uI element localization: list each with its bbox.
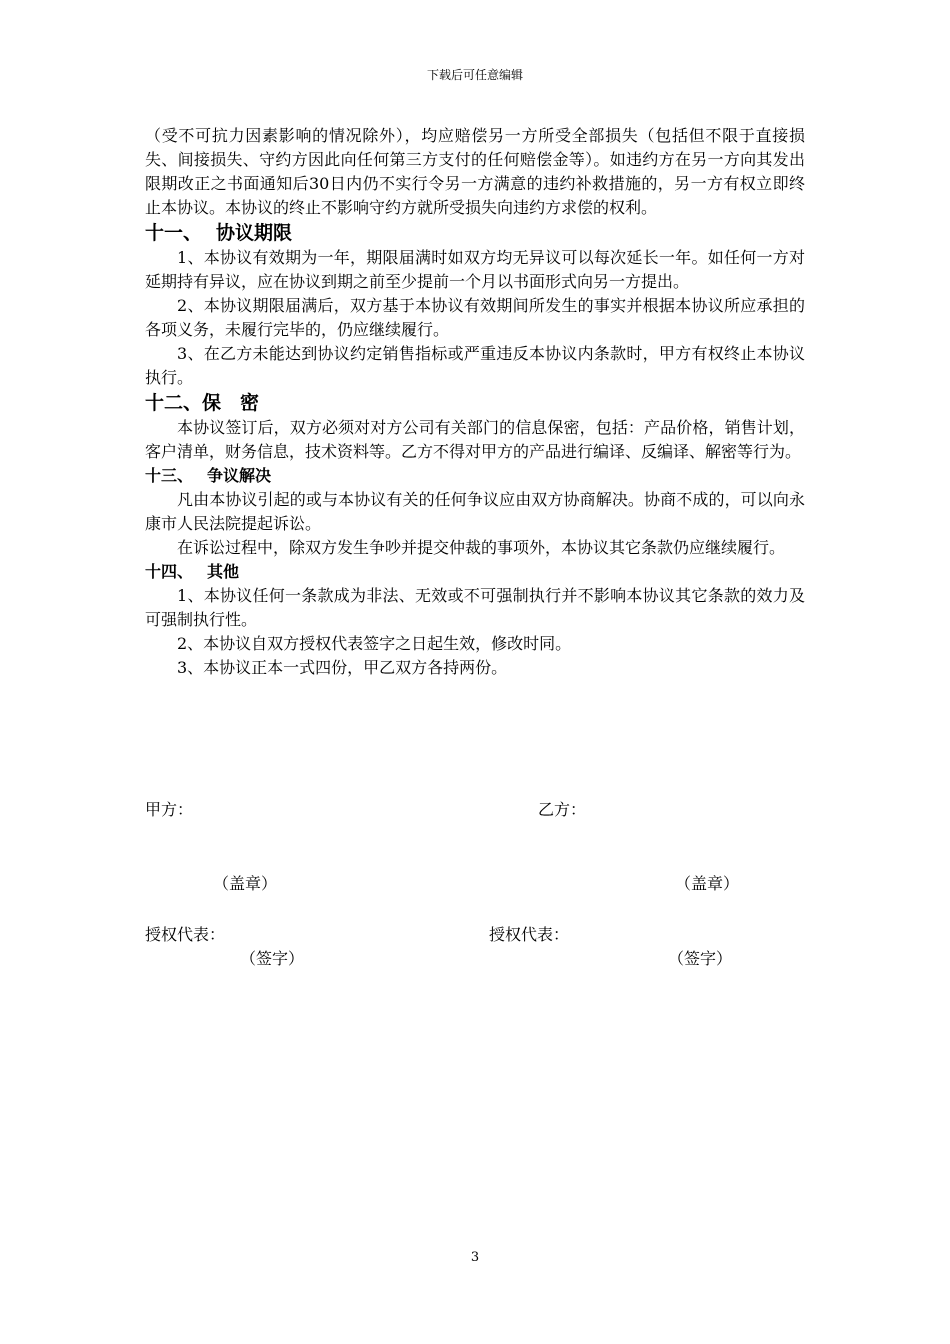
section-13-heading: [145, 464, 805, 488]
section-11-heading: [145, 220, 805, 246]
document-body: [145, 124, 805, 680]
section-13-paragraph-2: 在诉讼过程中，除双方发生争吵并提交仲裁的事项外，本协议其它条款仍应继续履行。: [177, 538, 786, 557]
section-14-title: 其他: [207, 562, 240, 581]
section-11-number: 十一、: [145, 222, 203, 244]
section-14-heading: [145, 560, 805, 584]
party-a-representative: 授权代表：: [145, 925, 226, 944]
section-11-title: 协议期限: [216, 222, 293, 244]
section-14-number: 十四、: [145, 562, 194, 581]
page-header: 下载后可任意编辑: [426, 68, 523, 82]
page-number: 3: [470, 1250, 480, 1265]
section-12-heading: 十二、保 密: [145, 392, 260, 414]
section-13-number: 十三、: [145, 466, 194, 485]
section-13-paragraph-1: 凡由本协议引起的或与本协议有关的任何争议应由双方协商解决。协商不成的，可以向永康市人民法院提起诉讼。: [145, 490, 805, 533]
section-11-paragraph-2: 2、本协议期限届满后，双方基于本协议有效期间所发生的事实并根据本协议所应承担的各项义务，未履行完毕的，仍应继续履行。: [145, 296, 805, 339]
party-b-seal: （盖章）: [675, 874, 740, 893]
party-b-signature: （签字）: [668, 949, 733, 968]
section-13-title: 争议解决: [207, 466, 272, 485]
party-a-seal: （盖章）: [213, 874, 278, 893]
section-11-paragraph-1: 1、本协议有效期为一年，期限届满时如双方均无异议可以每次延长一年。如任何一方对延期持有异议，应在协议到期之前至少提前一个月以书面形式向另一方提出。: [145, 248, 805, 291]
section-11-paragraph-3: 3、在乙方未能达到协议约定销售指标或严重违反本协议内条款时，甲方有权终止本协议执行。: [145, 344, 805, 387]
intro-paragraph: （受不可抗力因素影响的情况除外），均应赔偿另一方所受全部损失（包括但不限于直接损失、间接损失、守约方因此向任何第三方支付的任何赔偿金等）。如违约方在另一方向其发出限期改正之书面通知后30日内仍不实行令另一方满意的违约补救措施的，另一方有权立即终止本协议。本协议的终止不影响守约方就所受损失向违约方求偿的权利。: [145, 126, 805, 217]
party-a-label: 甲方：: [145, 800, 194, 819]
section-12-paragraph-1: 本协议签订后，双方必须对对方公司有关部门的信息保密，包括：产品价格，销售计划，客户清单，财务信息，技术资料等。乙方不得对甲方的产品进行编译、反编译、解密等行为。: [145, 418, 805, 461]
party-a-signature: （签字）: [240, 949, 305, 968]
section-14-paragraph-3: 3、本协议正本一式四份，甲乙双方各持两份。: [177, 658, 508, 677]
section-14-paragraph-2: 2、本协议自双方授权代表签字之日起生效，修改时同。: [177, 634, 572, 653]
party-b-representative: 授权代表：: [489, 925, 570, 944]
section-14-paragraph-1: 1、本协议任何一条款成为非法、无效或不可强制执行并不影响本协议其它条款的效力及可强制执行性。: [145, 586, 805, 629]
party-b-label: 乙方：: [538, 800, 587, 819]
